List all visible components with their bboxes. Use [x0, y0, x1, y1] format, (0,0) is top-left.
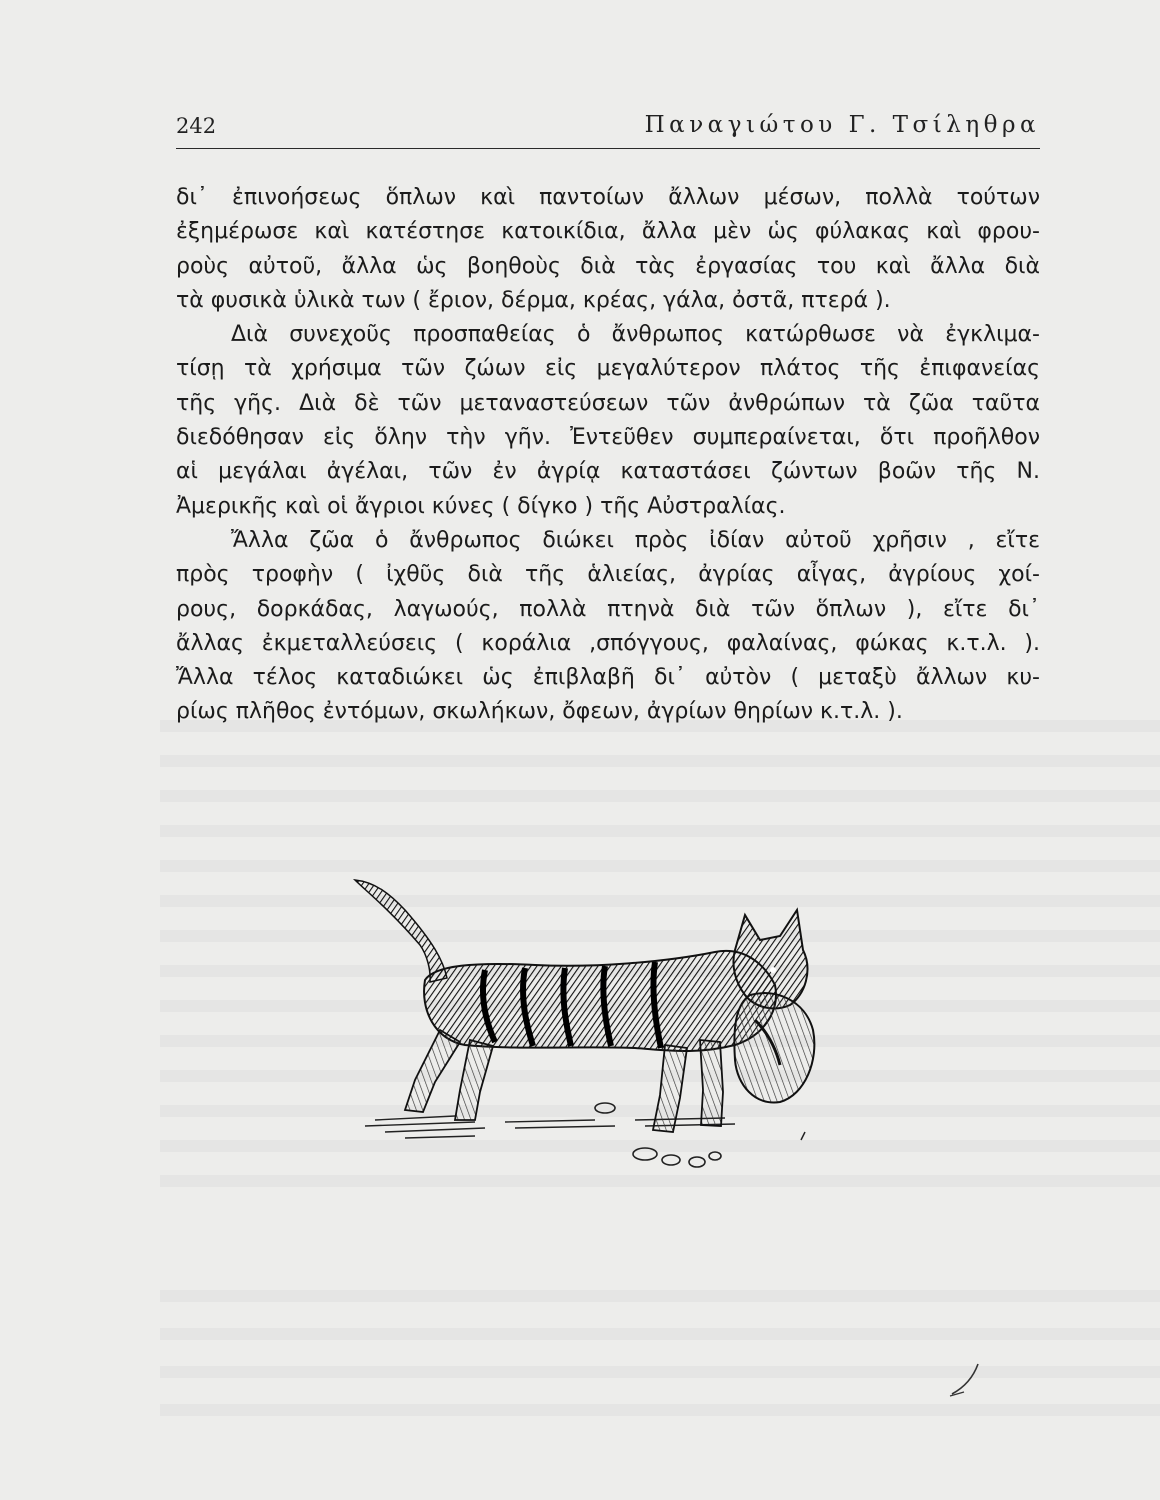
text-line: Ἀμερικῆς καὶ οἱ ἄγριοι κύνες ( δίγκο ) τῆς Αὐστραλίας.: [176, 493, 786, 519]
text-line: τίσῃ τὰ χρήσιμα τῶν ζώων εἰς μεγαλύτερον πλάτος τῆς ἐπιφανείας: [176, 356, 1040, 382]
paragraph: [176, 524, 1040, 730]
cat-body: [424, 951, 776, 1051]
pencil-mark: [948, 1358, 988, 1398]
paragraph: [176, 181, 1040, 318]
ground-shadow: [365, 1116, 735, 1138]
page-header: [176, 112, 1040, 149]
text-line: διεδόθησαν εἰς ὅλην τὴν γῆν. Ἐντεῦθεν συμπεραίνεται, ὅτι προῆλθον: [176, 425, 1040, 451]
text-line: τῆς γῆς. Διὰ δὲ τῶν μεταναστεύσεων τῶν ἀνθρώπων τὰ ζῶα ταῦτα: [176, 390, 1040, 416]
text-line: τὰ φυσικὰ ὑλικὰ των ( ἔριον, δέρμα, κρέας, γάλα, ὀστᾶ, πτερά ).: [176, 287, 891, 313]
bleed-through-lower: [160, 1290, 1160, 1430]
cat-carrying-kitten-illustration: [335, 870, 835, 1180]
text-line: Ἄλλα τέλος καταδιώκει ὡς ἐπιβλαβῆ δι᾽ αὐτὸν ( μεταξὺ ἄλλων κυ-: [176, 665, 1040, 691]
body-text: [176, 181, 1040, 730]
tail: [355, 880, 447, 982]
text-line: ρίως πλῆθος ἐντόμων, σκωλήκων, ὄφεων, ἀγρίων θηρίων κ.τ.λ. ).: [176, 699, 903, 725]
page-number: 242: [176, 114, 217, 138]
paragraph: [176, 318, 1040, 524]
running-title: Παναγιώτου Γ. Τσίληθρα: [644, 112, 1040, 138]
text-line: ροὺς αὐτοῦ, ἄλλα ὡς βοηθοὺς διὰ τὰς ἐργασίας του καὶ ἄλλα διὰ: [176, 253, 1040, 279]
text-line: Ἄλλα ζῶα ὁ ἄνθρωπος διώκει πρὸς ἰδίαν αὐτοῦ χρῆσιν , εἴτε: [231, 527, 1040, 553]
text-line: αἱ μεγάλαι ἀγέλαι, τῶν ἐν ἀγρίᾳ καταστάσει ζώντων βοῶν τῆς Ν.: [176, 459, 1040, 485]
text-line: πρὸς τροφὴν ( ἰχθῦς διὰ τῆς ἁλιείας, ἀγρίας αἶγας, ἀγρίους χοί-: [176, 562, 1040, 588]
text-line: ἐξημέρωσε καὶ κατέστησε κατοικίδια, ἄλλα μὲν ὡς φύλακας καὶ φρου-: [176, 219, 1040, 245]
text-line: Διὰ συνεχοῦς προσπαθείας ὁ ἄνθρωπος κατώρθωσε νὰ ἐγκλιμα-: [231, 322, 1040, 348]
text-line: ἄλλας ἐκμεταλλεύσεις ( κοράλια ,σπόγγους, φαλαίνας, φώκας κ.τ.λ. ).: [176, 630, 1040, 656]
text-line: δι᾽ ἐπινοήσεως ὅπλων καὶ παντοίων ἄλλων μέσων, πολλὰ τούτων: [176, 185, 1040, 210]
text-line: ρους, δορκάδας, λαγωούς, πολλὰ πτηνὰ διὰ τῶν ὅπλων ), εἴτε δι᾽: [176, 596, 1040, 622]
